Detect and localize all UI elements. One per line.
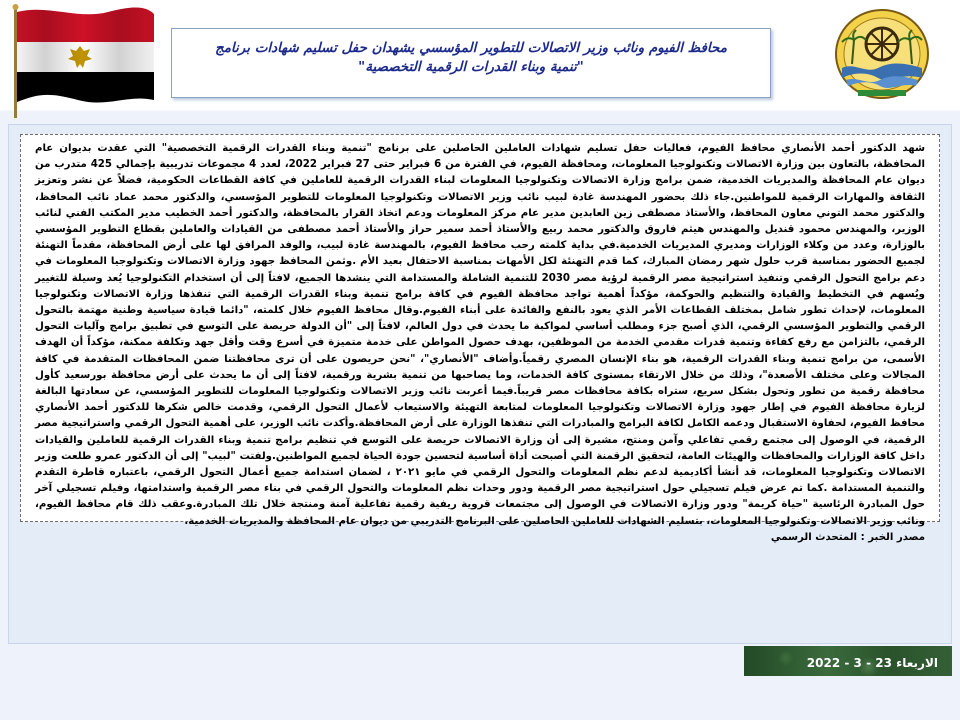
news-body-box — [20, 134, 940, 543]
news-title-line-1: محافظ الفيوم ونائب وزير الاتصالات للتطوير المؤسسي يشهدان حفل تسليم شهادات برنامج — [214, 40, 727, 56]
news-source: مصدر الخبر : المتحدث الرسمي — [770, 531, 925, 543]
fayoum-governorate-logo-icon — [832, 6, 932, 102]
news-title-box — [171, 28, 771, 98]
news-date: الاربعاء 23 - 3 - 2022 — [806, 656, 938, 670]
news-title-line-2: "تنمية وبناء القدرات الرقمية التخصصية" — [358, 59, 584, 75]
news-body-text: شهد الدكتور أحمد الأنصاري محافظ الفيوم، فعاليات حفل تسليم شهادات العاملين الحاصلين على برنامج "تنمية وبناء القدرات الرقمية التخصصية" التي عقدت بديوان عام المحافظة، بالتعاون بين وزارة الاتصالات وتكنولوجيا المعلومات، ومحافظة الفيوم، في الفترة من 6 فبراير حتى 27 فبراير 2022، لعدد 4 مجموعات تدريبية بإجمالي 425 متدرب من ديوان عام المحافظة والمديريات الخدمية، ضمن برامج وزارة الاتصالات وتكنولوجيا المعلومات لبناء القدرات الرقمية للعاملين في كافة القطاعات الحكومية، فضلاً عن نشر وتعزيز الثقافة والمهارات الرقمية للمواطنين.جاء ذلك بحضور المهندسة غادة لبيب نائب وزير الاتصالات وتكنولوجيا المعلومات للتطوير المؤسسي، والدكتور محمد عماد نائب المحافظ، والدكتور محمد التوني معاون المحافظ، والأستاذ مصطفى زين العابدين مدير عام مركز المعلومات ودعم اتخاذ القرار بالمحافظة، والدكتور أحمد الخطيب مدير المكتب الفني لنائب الوزير، والمهندس محمود قنديل والمهندس هيثم فاروق والدكتور محمد ربيع والأستاذ أحمد سمير حراز والأستاذ أحمد مصطفى من القيادات والعاملين بقطاع التطوير المؤسسي بالوزارة، وعدد من وكلاء الوزارات ومديري المديريات الخدمية.في بداية كلمته رحب محافظ الفيوم، بالمهندسة غادة لبيب، والوفد المرافق لها على أرض المحافظة، مقدماً التهنئة لجميع الحضور بمناسبة قرب حلول شهر رمضان المبارك، كما قدم التهنئة لكل الأمهات بمناسبة الاحتفال بعيد الأم .وثمن المحافظ جهود وزارة الاتصالات وتكنولوجيا المعلومات في دعم برامج التحول الرقمي وتنفيذ استراتيجية مصر الرقمية لرؤية مصر 2030 للتنمية الشاملة والمستدامة التي ينشدها الجميع، لافتاً إلى أن استخدام التكنولوجيا يُعد وسيلة للتغيير ويُسهم في التخطيط والقيادة والتنظيم والحوكمة، مؤكداً أهمية تواجد محافظة الفيوم في كافة برامج تنمية وبناء القدرات الرقمية التي تنفذها وزارة الاتصالات وتكنولوجيا المعلومات، لإحداث تطور شامل بمختلف القطاعات الأمر الذي يعود بالنفع والفائدة على أبناء الفيوم.وقال محافظ الفيوم خلال كلمته، "دائما قيادة سياسية وطنية مهتمة بالتحول الرقمي والتطوير المؤسسي الرقمي، الذي أصبح جزء ومطلب أساسي لمواكبة ما يحدث في دول العالم، لافتاً إلى "أن الدولة حريصة على التوسع في تطبيق برامج وآليات التحول الرقمي، بالتزامن مع رفع كفاءة وتنمية قدرات مقدمي الخدمة من الموظفين، بهدف حصول المواطن على خدمة متميزة في أسرع وقت وأقل جهد وتكلفة ممكنة، مؤكداً أن الهدف الأسمى، من برامج تنمية وبناء القدرات الرقمية، هو بناء الإنسان المصري رقمياً.وأضاف "الأنصاري"، "نحن حريصون على أن ترى محافظتنا ضمن المحافظات المتقدمة في كافة المجالات وعلى مختلف الأصعدة"، وذلك من خلال الارتقاء بمستوى كافة الخدمات، وما يصاحبها من تنمية بشرية ورقمية، لافتاً إلى أن ما يحدث على أرض محافظة بورسعيد كأول محافظة رقمية من تطور وتحول بشكل سريع، ستراه بكافة محافظات مصر قريباً.فيما أعربت نائب وزير الاتصالات وتكنولوجيا المعلومات للتطوير المؤسسي، عن سعادتها البالغة لزيارة محافظة الفيوم في إطار جهود وزارة الاتصالات وتكنولوجيا المعلومات لمتابعة التهيئة والاستيعاب لأعمال التحول الرقمي، وقدمت خالص شكرها للدكتور أحمد الأنصاري محافظ الفيوم، لحفاوة الاستقبال ودعمه الكامل لكافة البرامج والمبادرات التي تنفذها الوزارة على أرض المحافظة.وأكدت نائب الوزير، على أهمية التحول الرقمي واستراتيجية مصر الرقمية، في الوصول إلى مجتمع رقمي تفاعلي وآمن ومنتج، مشيرة إلى أن وزارة الاتصالات حريصة على التوسع في تنظيم برامج تنمية وبناء القدرات الرقمية للعاملين والقيادات داخل كافة الوزارات والمحافظات والهيئات العامة، لتحقيق الرقمنة التي أصبحت أداة أساسية لتحسين جودة الحياة لجميع المواطنين.ولفتت "لبيب" إلى أن الدكتور عمرو طلعت وزير الاتصالات وتكنولوجيا المعلومات، قد أنشأ أكاديمية لدعم نظم المعلومات والتحول الرقمي في مايو ٢٠٢١ ، لضمان استدامة جميع أعمال التحول الرقمي، باعتباره قاطرة التقدم والتنمية المستدامة .كما تم عرض فيلم تسجيلي حول استراتيجية مصر الرقمية ودور وحدات نظم المعلومات والتحول الرقمي في بناء مصر الرقمية واستدامتها، وفيلم تسجيلي آخر حول المبادرة الرئاسية "حياة كريمة" ودور وزارة الاتصالات في الوصول إلى مجتمعات قروية ريفية رقمية تفاعلية آمنة ومنتجة خلال تلك المبادرة.وعقب ذلك قام محافظ الفيوم، ونائب وزير الاتصالات وتكنولوجيا المعلومات، بتسليم الشهادات للعاملين الحاصلين على البرنامج التدريبي من ديوان عام المحافظة والمديريات الخدمية. — [35, 143, 926, 527]
date-bar — [744, 646, 952, 676]
egypt-flag-icon — [8, 4, 156, 120]
